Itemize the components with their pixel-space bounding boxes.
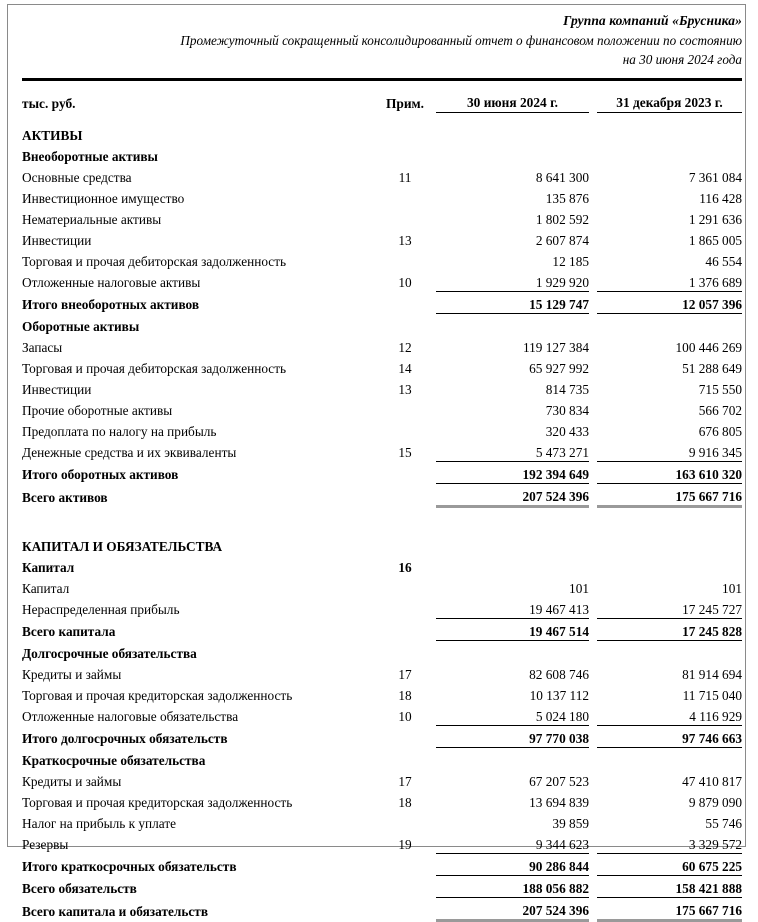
row-value-prior: 715 550 [698, 381, 742, 397]
row-value-current: 82 608 746 [529, 666, 589, 682]
row-label: Инвестиции [22, 232, 92, 248]
table-row [22, 186, 742, 207]
row-note: 15 [398, 445, 412, 461]
row-note [374, 576, 436, 597]
row-label: Нераспределенная прибыль [22, 602, 180, 618]
row-value-prior: 3 329 572 [597, 832, 742, 854]
total-row-shortterm-liabilities [22, 853, 742, 875]
row-value-prior: 81 914 694 [682, 666, 742, 682]
section-heading-label: АКТИВЫ [22, 127, 83, 143]
row-value-prior: 46 554 [705, 253, 742, 269]
group-heading-label: Капитал [22, 559, 75, 575]
row-value-current: 13 694 839 [529, 794, 589, 810]
row-value-current: 1 802 592 [535, 211, 589, 227]
row-label: Всего капитала [22, 624, 116, 640]
row-value-prior: 9 916 345 [597, 440, 742, 462]
row-note: 13 [398, 381, 412, 397]
row-label: Всего обязательств [22, 881, 137, 897]
row-note [374, 419, 436, 440]
total-row-noncurrent-assets [22, 291, 742, 313]
table-row [22, 597, 742, 619]
group-heading-label: Долгосрочные обязательства [22, 645, 197, 661]
row-value-prior: 12 057 396 [597, 291, 742, 313]
row-label: Резервы [22, 837, 69, 853]
row-value-current: 8 641 300 [535, 169, 589, 185]
row-value-current: 65 927 992 [529, 360, 589, 376]
row-label: Предоплата по налогу на прибыль [22, 423, 217, 439]
report-title-line1: Промежуточный сокращенный консолидированный отчет о финансовом положении по состоянию [180, 32, 742, 48]
group-heading-shortterm-liabilities [22, 747, 742, 769]
row-label: Кредиты и займы [22, 666, 122, 682]
column-header-unit: тыс. руб. [22, 96, 76, 112]
row-value-current: 2 607 874 [535, 232, 589, 248]
row-label: Торговая и прочая дебиторская задолженность [22, 253, 287, 269]
row-note [374, 811, 436, 832]
row-label: Всего капитала и обязательств [22, 904, 208, 920]
row-label: Торговая и прочая кредиторская задолженность [22, 794, 293, 810]
row-value-prior: 97 746 663 [597, 725, 742, 747]
table-row [22, 419, 742, 440]
row-label: Итого оборотных активов [22, 467, 179, 483]
table-row [22, 228, 742, 249]
row-value-prior: 158 421 888 [597, 875, 742, 897]
spacer [22, 506, 742, 534]
row-value-prior: 17 245 727 [597, 597, 742, 619]
row-note [374, 398, 436, 419]
row-note: 10 [398, 275, 412, 291]
row-note: 13 [398, 232, 412, 248]
row-label: Налог на прибыль к уплате [22, 815, 177, 831]
table-row [22, 165, 742, 186]
table-row [22, 683, 742, 704]
row-value-current: 320 433 [545, 423, 589, 439]
group-heading-label: Внеоборотные активы [22, 148, 158, 164]
row-value-current: 9 344 623 [436, 832, 589, 854]
row-note: 18 [398, 794, 412, 810]
row-value-prior: 163 610 320 [597, 461, 742, 483]
row-value-prior: 17 245 828 [597, 618, 742, 640]
row-value-prior: 101 [722, 580, 742, 596]
table-row [22, 335, 742, 356]
row-value-current: 730 834 [545, 402, 589, 418]
row-note: 10 [398, 709, 412, 725]
row-value-prior: 1 291 636 [688, 211, 742, 227]
table-row [22, 790, 742, 811]
row-label: Инвестиционное имущество [22, 190, 185, 206]
row-label: Капитал [22, 580, 70, 596]
row-value-current: 5 473 271 [436, 440, 589, 462]
document-header [22, 0, 742, 69]
group-heading-label: Краткосрочные обязательства [22, 752, 206, 768]
table-row [22, 811, 742, 832]
row-value-current: 15 129 747 [436, 291, 589, 313]
table-row [22, 832, 742, 854]
section-heading-equity-liabilities [22, 534, 742, 555]
column-header-period-prior: 31 декабря 2023 г. [597, 81, 742, 113]
row-value-current: 814 735 [545, 381, 589, 397]
row-value-current: 1 929 920 [436, 270, 589, 292]
row-value-current: 119 127 384 [523, 339, 589, 355]
row-value-prior: 9 879 090 [688, 794, 742, 810]
company-name: Группа компаний «Брусника» [563, 13, 742, 28]
table-row [22, 440, 742, 462]
row-note: 17 [398, 666, 412, 682]
row-label: Итого краткосрочных обязательств [22, 859, 237, 875]
column-header-period-current: 30 июня 2024 г. [436, 81, 589, 113]
row-value-current: 188 056 882 [436, 875, 589, 897]
row-value-current: 19 467 514 [436, 618, 589, 640]
row-note: 17 [398, 773, 412, 789]
group-heading-noncurrent-assets [22, 144, 742, 165]
table-row [22, 704, 742, 726]
total-row-assets [22, 483, 742, 506]
row-label: Денежные средства и их эквиваленты [22, 445, 237, 461]
row-label: Инвестиции [22, 381, 92, 397]
section-heading-label: КАПИТАЛ И ОБЯЗАТЕЛЬСТВА [22, 538, 223, 554]
table-row [22, 270, 742, 292]
row-note [374, 249, 436, 270]
row-value-current: 207 524 396 [436, 897, 589, 920]
total-row-equity [22, 618, 742, 640]
table-header-row [22, 81, 742, 113]
row-value-prior: 55 746 [705, 815, 742, 831]
table-row [22, 769, 742, 790]
row-value-current: 39 859 [552, 815, 589, 831]
total-row-current-assets [22, 461, 742, 483]
row-label: Отложенные налоговые активы [22, 275, 201, 291]
column-header-note: Прим. [385, 96, 425, 112]
row-note: 12 [398, 339, 412, 355]
row-note [374, 186, 436, 207]
table-row [22, 249, 742, 270]
table-row [22, 576, 742, 597]
row-value-prior: 100 446 269 [675, 339, 742, 355]
row-value-current: 12 185 [552, 253, 589, 269]
row-value-current: 135 876 [545, 190, 589, 206]
row-value-prior: 175 667 716 [597, 483, 742, 506]
table-row [22, 398, 742, 419]
row-value-current: 90 286 844 [436, 853, 589, 875]
row-value-prior: 676 805 [698, 423, 742, 439]
group-heading-longterm-liabilities [22, 640, 742, 662]
row-label: Кредиты и займы [22, 773, 122, 789]
row-value-prior: 60 675 225 [597, 853, 742, 875]
spacer [22, 112, 742, 123]
row-value-current: 67 207 523 [529, 773, 589, 789]
row-value-prior: 11 715 040 [682, 687, 742, 703]
row-value-prior: 4 116 929 [597, 704, 742, 726]
section-heading-assets [22, 123, 742, 144]
row-note: 18 [398, 687, 412, 703]
table-row [22, 662, 742, 683]
row-label: Итого долгосрочных обязательств [22, 731, 228, 747]
row-value-prior: 116 428 [699, 190, 742, 206]
row-value-current: 5 024 180 [436, 704, 589, 726]
row-value-prior: 47 410 817 [682, 773, 742, 789]
row-value-current: 192 394 649 [436, 461, 589, 483]
row-label: Прочие оборотные активы [22, 402, 173, 418]
column-gap [589, 81, 597, 113]
total-row-liabilities [22, 875, 742, 897]
group-heading-current-assets [22, 313, 742, 335]
row-value-current: 10 137 112 [529, 687, 589, 703]
table-row [22, 377, 742, 398]
row-value-prior: 1 376 689 [597, 270, 742, 292]
row-value-prior: 51 288 649 [682, 360, 742, 376]
report-title-line2: на 30 июня 2024 года [622, 51, 742, 67]
row-label: Запасы [22, 339, 63, 355]
total-row-equity-and-liabilities [22, 897, 742, 920]
row-label: Торговая и прочая дебиторская задолженность [22, 360, 287, 376]
row-label: Нематериальные активы [22, 211, 162, 227]
row-note: 14 [398, 360, 412, 376]
row-label: Всего активов [22, 490, 108, 506]
row-label: Итого внеоборотных активов [22, 297, 200, 313]
table-row [22, 207, 742, 228]
row-value-current: 19 467 413 [436, 597, 589, 619]
row-value-current: 97 770 038 [436, 725, 589, 747]
group-heading-label: Оборотные активы [22, 318, 140, 334]
table-row [22, 356, 742, 377]
row-value-current: 101 [569, 580, 589, 596]
row-note: 19 [398, 837, 412, 853]
row-note [374, 207, 436, 228]
row-label: Отложенные налоговые обязательства [22, 709, 239, 725]
group-heading-equity [22, 555, 742, 576]
row-value-prior: 7 361 084 [688, 169, 742, 185]
row-label: Торговая и прочая кредиторская задолженность [22, 687, 293, 703]
financial-position-table [22, 81, 742, 922]
total-row-longterm-liabilities [22, 725, 742, 747]
row-value-prior: 1 865 005 [688, 232, 742, 248]
row-note: 11 [398, 169, 412, 185]
row-value-current: 207 524 396 [436, 483, 589, 506]
row-label: Основные средства [22, 169, 132, 185]
row-value-prior: 175 667 716 [597, 897, 742, 920]
row-value-prior: 566 702 [698, 402, 742, 418]
row-note: 16 [398, 559, 412, 575]
row-note [374, 597, 436, 619]
